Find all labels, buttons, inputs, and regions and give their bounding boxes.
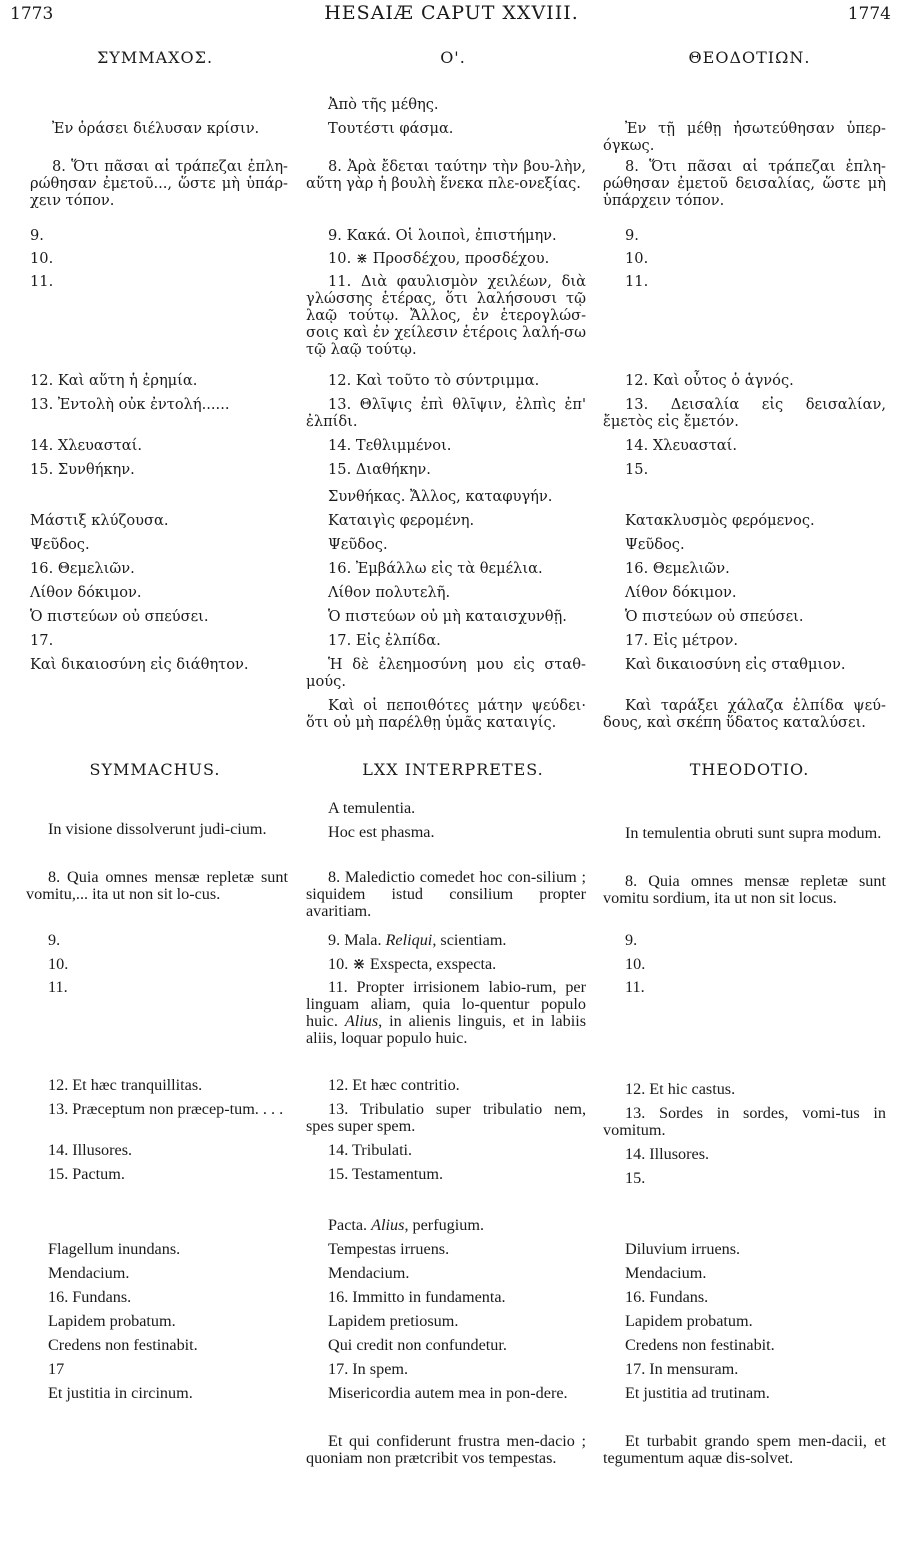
- greek-theodotion-entry: 17. Εἰς μέτρον.: [625, 632, 739, 649]
- latin-lxx-entry: 12. Et hæc contritio.: [328, 1076, 460, 1094]
- latin-theodotion-entry: Et justitia ad trutinam.: [625, 1384, 770, 1402]
- greek-symmachus-entry: 17.: [30, 632, 54, 649]
- latin-theodotion-entry: 9.: [625, 931, 638, 949]
- latin-symmachus-entry: 10.: [48, 955, 69, 973]
- latin-heading-lxx: LXX INTERPRETES.: [362, 760, 544, 779]
- latin-symmachus-entry: 11.: [48, 978, 68, 996]
- latin-symmachus-entry: 14. Illusores.: [48, 1141, 133, 1159]
- greek-lxx-entry: Ὁ πιστεύων οὐ μὴ καταισχυνθῇ.: [328, 608, 567, 625]
- latin-lxx-entry: [306, 932, 586, 949]
- greek-symmachus-entry: Λίθον δόκιμον.: [30, 584, 142, 601]
- latin-lxx-entry: Misericordia autem mea in pon-dere.: [328, 1384, 568, 1402]
- latin-heading-theodotion: THEODOTIO.: [689, 760, 810, 779]
- latin-lxx-entry: 8. Maledictio comedet hoc con-silium ; siquidem istud consilium propter avaritiam.: [306, 868, 586, 920]
- latin-theodotion-entry: 16. Fundans.: [625, 1288, 709, 1306]
- latin-symmachus-entry: 15. Pactum.: [48, 1165, 125, 1183]
- greek-theodotion-entry: 12. Καὶ οὗτος ὁ ἁγνός.: [625, 372, 794, 389]
- latin-lxx-entry: Mendacium.: [328, 1264, 410, 1282]
- latin-symmachus-entry: 16. Fundans.: [48, 1288, 132, 1306]
- latin-lxx-italic: Reliqui: [385, 931, 433, 949]
- latin-symmachus-entry: Credens non festinabit.: [48, 1336, 198, 1354]
- greek-theodotion-entry: Καὶ δικαιοσύνη εἰς σταθμιον.: [625, 656, 846, 673]
- latin-lxx-entry: Et qui confiderunt frustra men-dacio ; quoniam non prætcribit vos tempestas.: [306, 1432, 586, 1467]
- greek-theodotion-entry: 11.: [625, 273, 649, 290]
- latin-lxx-column: [306, 0, 586, 1500]
- greek-theodotion-entry: Ψεῦδος.: [625, 536, 685, 553]
- latin-lxx-entry: 15. Testamentum.: [328, 1165, 444, 1183]
- greek-symmachus-entry: 9.: [30, 227, 44, 244]
- latin-theodotion-entry: Diluvium irruens.: [625, 1240, 741, 1258]
- greek-lxx-entry: 13. Θλῖψις ἐπὶ θλῖψιν, ἐλπὶς ἐπ' ἐλπίδι.: [306, 396, 586, 430]
- greek-lxx-entry: Ψεῦδος.: [328, 536, 388, 553]
- greek-lxx-entry: 10. ⋇ Προσδέχου, προσδέχου.: [328, 250, 550, 267]
- greek-lxx-entry: Καταιγὶς φερομένη.: [328, 512, 475, 529]
- latin-theodotion-entry: 8. Quia omnes mensæ repletæ sunt vomitu sordium, ita ut non sit locus.: [603, 872, 886, 907]
- latin-theodotion-column: [603, 0, 886, 1500]
- greek-lxx-entry: 11. Διὰ φαυλισμὸν χειλέων, διὰ γλώσσης ἑτέρας, ὅτι λαλήσουσι τῷ λαῷ τούτῳ. Ἄλλος, ἐν ἑτερογλώσ-σοις καὶ ἐν χείλεσιν ἑτέροις λαλή-σω τῷ λαῷ τούτῳ.: [306, 273, 586, 358]
- latin-theodotion-entry: In temulentia obruti sunt supra modum.: [625, 824, 882, 842]
- latin-lxx-entry: 13. Tribulatio super tribulatio nem, spes super spem.: [306, 1100, 586, 1135]
- latin-lxx-text: Pacta.: [328, 1216, 368, 1234]
- latin-lxx-entry: Lapidem pretiosum.: [328, 1312, 459, 1330]
- greek-theodotion-entry: 15.: [625, 461, 649, 478]
- greek-lxx-entry: Λίθον πολυτελῆ.: [328, 584, 451, 601]
- latin-theodotion-entry: 14. Illusores.: [625, 1145, 710, 1163]
- latin-symmachus-entry: Mendacium.: [48, 1264, 130, 1282]
- latin-lxx-italic: Alius: [371, 1216, 405, 1234]
- greek-theodotion-entry: 13. Δεισαλία εἰς δεισαλίαν, ἔμετὸς εἰς ἔμετόν.: [603, 396, 886, 430]
- latin-symmachus-entry: Lapidem probatum.: [48, 1312, 176, 1330]
- latin-theodotion-entry: 13. Sordes in sordes, vomi-tus in vomitum.: [603, 1104, 886, 1139]
- greek-symmachus-entry: 14. Χλευασταί.: [30, 437, 143, 454]
- latin-theodotion-entry: Et turbabit grando spem men-dacii, et tegumentum aquæ dis-solvet.: [603, 1432, 886, 1467]
- greek-theodotion-entry: Ὁ πιστεύων οὐ σπεύσει.: [625, 608, 804, 625]
- greek-theodotion-entry: Καὶ ταράξει χάλαζα ἐλπίδα ψεύ-δους, καὶ σκέπη ὕδατος καταλύσει.: [603, 697, 886, 731]
- greek-lxx-entry: 8. Ἀρὰ ἔδεται ταύτην τὴν βου-λὴν, αὕτη γὰρ ἡ βουλὴ ἕνεκα πλε-ονεξίας.: [306, 158, 586, 192]
- latin-lxx-text: 9. Mala.: [328, 931, 382, 949]
- greek-symmachus-entry: Ψεῦδος.: [30, 536, 90, 553]
- greek-theodotion-entry: 8. Ὅτι πᾶσαι αἱ τράπεζαι ἐπλη-ρώθησαν ἐμετοῦ δεισαλίας, ὥστε μὴ ὑπάρχειν τόπον.: [603, 158, 886, 209]
- greek-symmachus-entry: 16. Θεμελιῶν.: [30, 560, 135, 577]
- greek-lxx-entry: 15. Διαθήκην.: [328, 461, 431, 478]
- greek-symmachus-entry: 11.: [30, 273, 54, 290]
- latin-lxx-text: , in alienis linguis, et in labiis aliis, loquar populo huic.: [306, 1012, 586, 1047]
- latin-lxx-entry: Qui credit non confundetur.: [328, 1336, 507, 1354]
- latin-theodotion-entry: Mendacium.: [625, 1264, 707, 1282]
- latin-symmachus-entry: 13. Præceptum non præcep-tum. . . .: [48, 1100, 284, 1118]
- latin-theodotion-entry: 17. In mensuram.: [625, 1360, 739, 1378]
- latin-theodotion-entry: 15.: [625, 1169, 646, 1187]
- latin-theodotion-entry: 10.: [625, 955, 646, 973]
- greek-lxx-entry: 12. Καὶ τοῦτο τὸ σύντριμμα.: [328, 372, 540, 389]
- latin-symmachus-entry: 8. Quia omnes mensæ repletæ sunt vomitu,... ita ut non sit lo-cus.: [26, 868, 288, 903]
- greek-theodotion-entry: Ἐν τῇ μέθῃ ἠσωτεύθησαν ὑπερ-όγκως.: [603, 120, 886, 154]
- latin-lxx-entry: 14. Tribulati.: [328, 1141, 413, 1159]
- greek-symmachus-entry: Καὶ δικαιοσύνη εἰς διάθητον.: [30, 656, 249, 673]
- greek-symmachus-entry: Ἐν ὁράσει διέλυσαν κρίσιν.: [52, 120, 260, 137]
- greek-lxx-entry: Συνθήκας. Ἄλλος, καταφυγήν.: [328, 488, 553, 505]
- greek-theodotion-entry: 9.: [625, 227, 639, 244]
- greek-symmachus-entry: 8. Ὅτι πᾶσαι αἱ τράπεζαι ἐπλη-ρώθησαν ἐμετοῦ..., ὥστε μὴ ὑπάρ-χειν τόπον.: [30, 158, 288, 209]
- greek-theodotion-entry: 16. Θεμελιῶν.: [625, 560, 730, 577]
- latin-lxx-italic: Alius: [344, 1012, 379, 1030]
- latin-lxx-entry: Hoc est phasma.: [328, 823, 435, 841]
- latin-lxx-entry: A temulentia.: [328, 799, 416, 817]
- greek-theodotion-entry: 14. Χλευασταί.: [625, 437, 738, 454]
- latin-lxx-entry: 10. ⋇ Exspecta, exspecta.: [328, 955, 497, 973]
- latin-symmachus-entry: 12. Et hæc tranquillitas.: [48, 1076, 203, 1094]
- greek-lxx-entry: 9. Κακά. Οἱ λοιποὶ, ἐπιστήμην.: [328, 227, 557, 244]
- latin-theodotion-entry: Lapidem probatum.: [625, 1312, 753, 1330]
- greek-symmachus-entry: 12. Καὶ αὕτη ἡ ἐρημία.: [30, 372, 198, 389]
- latin-lxx-text: , perfugium.: [404, 1216, 485, 1234]
- running-title: HESAIÆ CAPUT XXVIII.: [324, 2, 579, 24]
- greek-symmachus-entry: 10.: [30, 250, 54, 267]
- latin-lxx-text: 11. Propter irrisionem labio-rum, per linguam aliam, quia lo-quentur populo huic.: [306, 978, 586, 1030]
- greek-lxx-entry: Καὶ οἱ πεποιθότες μάτην ψεύδει· ὅτι οὐ μὴ παρέλθῃ ὑμᾶς καταιγίς.: [306, 697, 586, 731]
- latin-symmachus-entry: 17: [48, 1360, 65, 1378]
- latin-symmachus-entry: Flagellum inundans.: [48, 1240, 181, 1258]
- latin-lxx-text: , scientiam.: [432, 931, 507, 949]
- greek-lxx-entry: 14. Τεθλιμμένοι.: [328, 437, 452, 454]
- greek-lxx-entry: Ἡ δὲ ἐλεημοσύνη μου εἰς σταθ-μούς.: [306, 656, 586, 690]
- greek-lxx-entry: 16. Ἐμβάλλω εἰς τὰ θεμέλια.: [328, 560, 543, 577]
- greek-heading-symmachus: ΣΥΜΜΑΧΟΣ.: [96, 48, 214, 67]
- page-number-right: 1774: [847, 4, 891, 24]
- greek-symmachus-entry: 15. Συνθήκην.: [30, 461, 135, 478]
- latin-symmachus-entry: 9.: [48, 931, 61, 949]
- greek-symmachus-entry: Μάστιξ κλύζουσα.: [30, 512, 169, 529]
- latin-heading-symmachus: SYMMACHUS.: [89, 760, 221, 779]
- greek-symmachus-entry: 13. Ἐντολὴ οὐκ ἐντολή......: [30, 396, 230, 413]
- latin-lxx-entry: 17. In spem.: [328, 1360, 409, 1378]
- latin-theodotion-entry: 11.: [625, 978, 645, 996]
- greek-lxx-entry: Τουτέστι φάσμα.: [328, 120, 454, 137]
- greek-theodotion-entry: Κατακλυσμὸς φερόμενος.: [625, 512, 815, 529]
- latin-symmachus-column: [26, 0, 288, 1420]
- greek-lxx-entry: Ἀπὸ τῆς μέθης.: [328, 96, 439, 113]
- latin-symmachus-entry: Et justitia in circinum.: [48, 1384, 193, 1402]
- greek-lxx-entry: 17. Εἰς ἐλπίδα.: [328, 632, 441, 649]
- page-number-left: 1773: [10, 4, 54, 24]
- greek-heading-theodotion: ΘΕΟΔΟΤΙΩΝ.: [688, 48, 811, 67]
- latin-lxx-entry: Tempestas irruens.: [328, 1240, 450, 1258]
- greek-theodotion-entry: Λίθον δόκιμον.: [625, 584, 737, 601]
- latin-symmachus-entry: In visione dissolverunt judi-cium.: [48, 820, 267, 838]
- greek-theodotion-entry: 10.: [625, 250, 649, 267]
- latin-lxx-entry: [306, 979, 586, 1047]
- latin-theodotion-entry: Credens non festinabit.: [625, 1336, 775, 1354]
- latin-lxx-entry: [306, 1217, 586, 1234]
- latin-theodotion-entry: 12. Et hic castus.: [625, 1080, 736, 1098]
- greek-heading-lxx: Ο'.: [440, 48, 466, 67]
- latin-lxx-entry: 16. Immitto in fundamenta.: [328, 1288, 506, 1306]
- greek-symmachus-entry: Ὁ πιστεύων οὐ σπεύσει.: [30, 608, 209, 625]
